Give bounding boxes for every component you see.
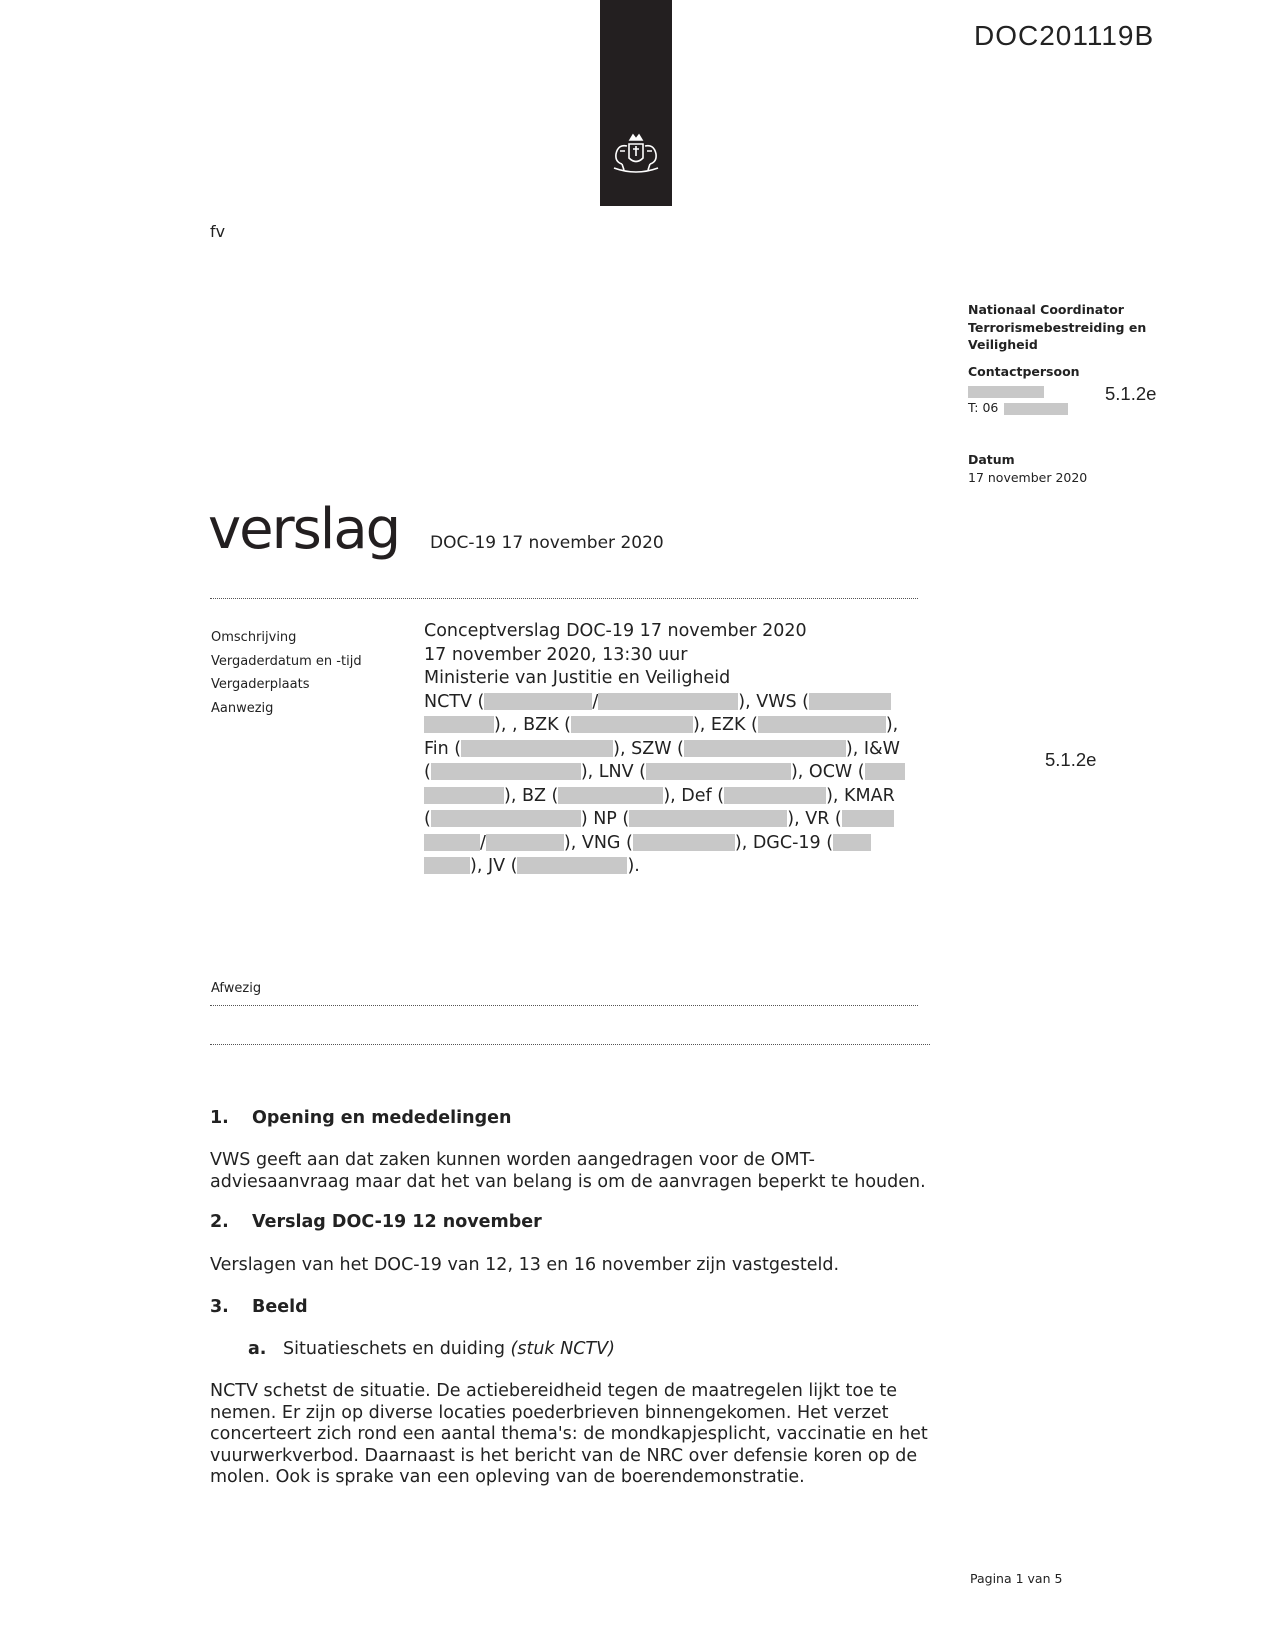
meta-values (424, 620, 944, 879)
page-number: Pagina 1 van 5 (970, 1571, 1063, 1586)
document-type-title: verslag (208, 497, 400, 562)
divider (210, 1005, 918, 1006)
attendee-line: ( ), LNV ( ), OCW ( (424, 761, 944, 785)
attendee-line: ), BZ ( ), Def ( ), KMAR (424, 785, 944, 809)
redaction-code: 5.1.2e (1105, 383, 1157, 404)
absent-label: Afwezig (211, 981, 262, 996)
divider (210, 598, 918, 599)
document-subtitle: DOC-19 17 november 2020 (430, 533, 664, 553)
org-line: Terrorismebestreiding en (968, 319, 1147, 335)
attendee-line: Fin ( ), SZW ( ), I&W (424, 738, 900, 759)
org-line: Nationaal Coordinator (968, 302, 1124, 317)
attendance-redaction-code: 5.1.2e (1045, 749, 1097, 770)
attendee-line: ), JV ( ). (424, 855, 944, 879)
date-value: 17 november 2020 (968, 470, 1088, 485)
phone-prefix: T: 06 (968, 400, 999, 415)
divider (210, 1044, 930, 1045)
paragraph: NCTV schetst de situatie. De actiebereidheid tegen de maatregelen lijkt toe te nemen. Er zijn op diverse locaties poederbrieven binnengekomen. Het verzet concerteert zich rond een aantal thema's: de mondkapjesplicht, vaccinatie en het vuurwerkverbod. Daarnaast is het bericht van de NRC over defensie koren op de molen. Ook is sprake van een opleving van de boerendemonstratie. (210, 1381, 928, 1487)
phone-redaction (1004, 403, 1068, 415)
date-heading: Datum (968, 452, 1015, 467)
meta-omschrijving: Conceptverslag DOC-19 17 november 2020 (424, 621, 807, 641)
sender-organisation (968, 301, 1183, 354)
meta-label: Aanwezig (211, 700, 274, 716)
coat-of-arms-logo (600, 0, 672, 206)
meta-label: Vergaderplaats (211, 677, 310, 692)
meta-datum-tijd: 17 november 2020, 13:30 uur (424, 644, 688, 665)
section-heading: 3. Beeld (210, 1297, 308, 1317)
coat-of-arms-icon (606, 132, 666, 182)
meta-labels (211, 626, 362, 720)
author-initials: fv (210, 222, 226, 241)
section-heading: 2. Verslag DOC-19 12 november (210, 1212, 542, 1232)
paragraph: VWS geeft aan dat zaken kunnen worden aangedragen voor de OMT-adviesaanvraag maar dat het van belang is om de aanvragen beperkt te houden. (210, 1150, 926, 1192)
meta-plaats: Ministerie van Justitie en Veiligheid (424, 668, 731, 688)
paragraph: Verslagen van het DOC-19 van 12, 13 en 16 november zijn vastgesteld. (210, 1255, 840, 1275)
attendee-line: ( ) NP ( ), VR ( (424, 808, 944, 832)
attendee-line: / ), VNG ( ), DGC-19 ( (424, 832, 944, 856)
document-code: DOC201119B (974, 20, 1155, 51)
org-line: Veiligheid (968, 337, 1038, 352)
attendee-line: NCTV ( / ), VWS ( (424, 691, 944, 715)
meta-label: Vergaderdatum en -tijd (211, 653, 362, 669)
meta-label: Omschrijving (211, 630, 297, 645)
subsection-heading: a. Situatieschets en duiding (stuk NCTV) (248, 1339, 615, 1359)
attendee-line: ), , BZK ( ), EZK ( ), (424, 714, 944, 738)
contact-heading: Contactpersoon (968, 364, 1080, 379)
contact-name-redaction (968, 386, 1044, 398)
section-heading: 1. Opening en mededelingen (210, 1108, 512, 1128)
